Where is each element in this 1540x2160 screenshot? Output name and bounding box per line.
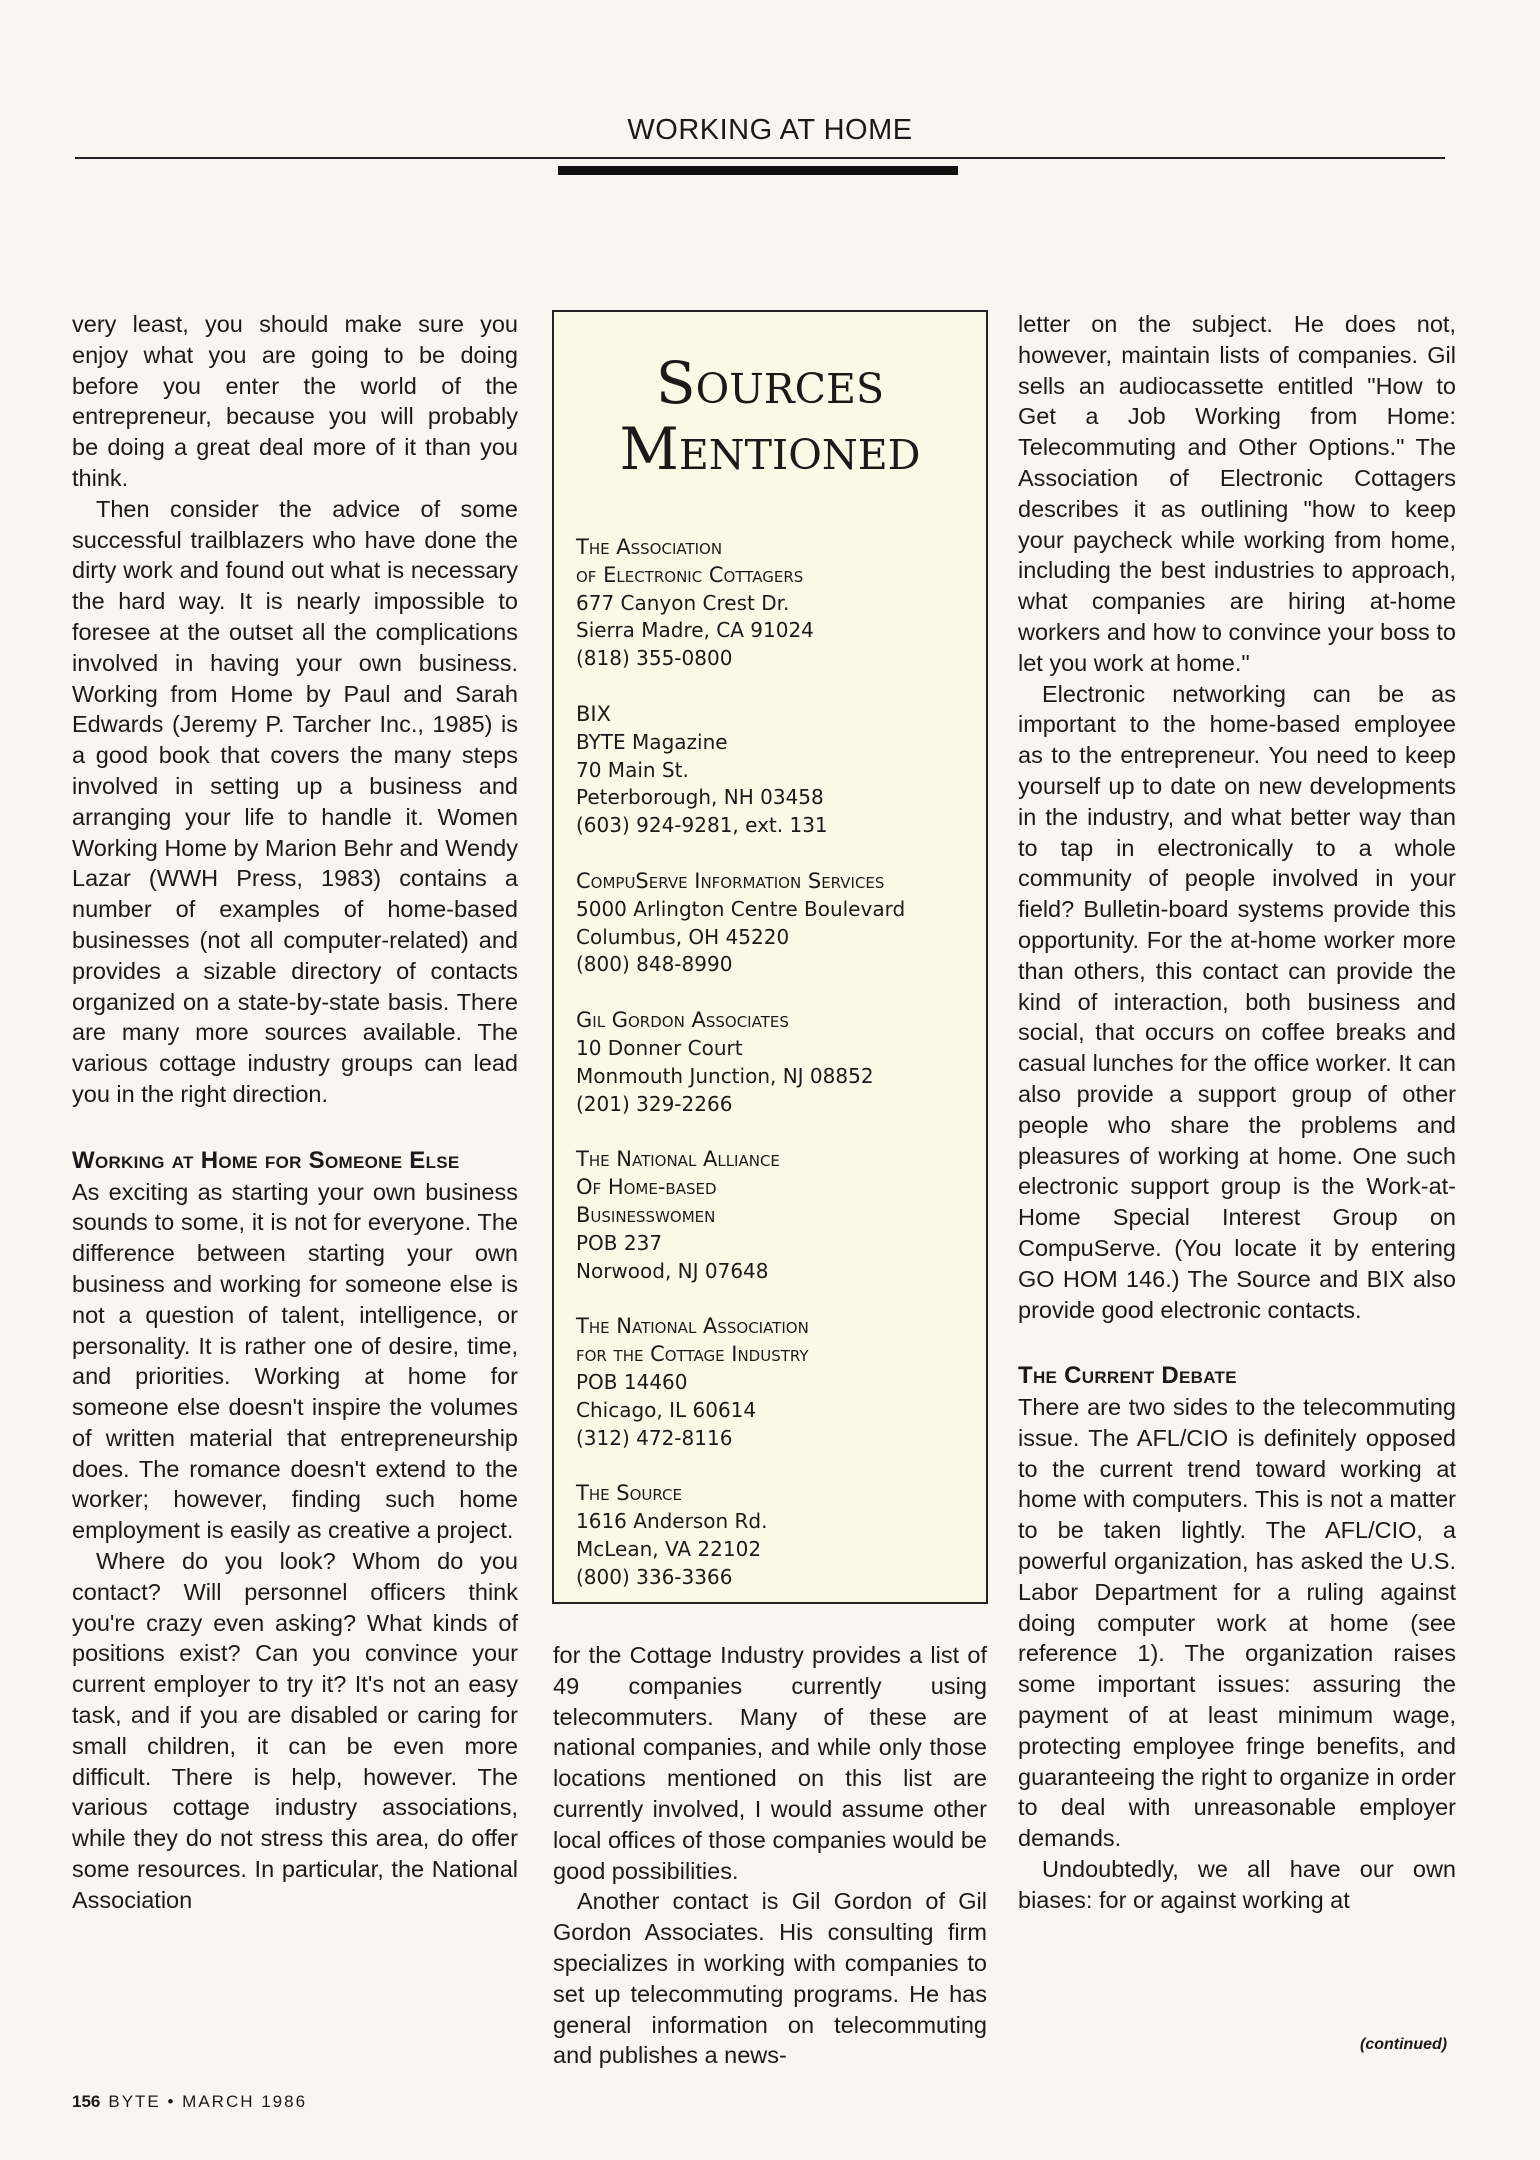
source-address-line: 1616 Anderson Rd. bbox=[576, 1509, 768, 1534]
source-address-line: (800) 336-3366 bbox=[576, 1564, 733, 1589]
page-number: 156 bbox=[72, 2092, 101, 2111]
source-address-line: Sierra Madre, CA 91024 bbox=[576, 618, 814, 643]
source-address-line: POB 14460 bbox=[576, 1369, 688, 1394]
source-name: CompuServe Information Services bbox=[576, 868, 885, 893]
right-column bbox=[1018, 309, 1456, 1916]
paragraph: very least, you should make sure you enjoy what you are going to be doing before you enter the world of the entrepreneur, because you will probably be doing a great deal more of it than you think. bbox=[72, 311, 518, 491]
paragraph: for the Cottage Industry provides a list of 49 companies currently using telecommuters. Many of these are national companies, and while only those locations mentioned on this list are currently involved, I would assume other local offices of those companies would be good possibilities. bbox=[553, 1642, 987, 1884]
source-name: Gil Gordon Associates bbox=[576, 1008, 789, 1033]
source-name: Businesswomen bbox=[576, 1202, 716, 1227]
source-address-line: Norwood, NJ 07648 bbox=[576, 1258, 769, 1283]
source-address-line: Monmouth Junction, NJ 08852 bbox=[576, 1063, 874, 1088]
source-entry bbox=[576, 1480, 986, 1591]
source-name: The Source bbox=[576, 1481, 683, 1506]
paragraph: letter on the subject. He does not, however, maintain lists of companies. Gil sells an audiocassette entitled "How to Get a Job Working from Home: Telecommuting and Other Options." The Association of Electronic Cottagers describes it as outlining "how to keep your paycheck while working from home, including the best industries to approach, what companies are hiring at-home workers and how to convince your boss to let you work at home." bbox=[1018, 311, 1456, 676]
source-address-line: Columbus, OH 45220 bbox=[576, 924, 790, 949]
section-heading: Working at Home for Someone Else bbox=[72, 1146, 460, 1174]
paragraph: Another contact is Gil Gordon of Gil Gordon Associates. His consulting firm specializes in working with companies to set up telecommuting programs. He has general information on telecommuting and publishes a news- bbox=[553, 1888, 987, 2069]
source-entry bbox=[576, 1146, 986, 1285]
source-address-line: McLean, VA 22102 bbox=[576, 1536, 762, 1561]
source-name: of Electronic Cottagers bbox=[576, 562, 804, 587]
continued-note: (continued) bbox=[1360, 2036, 1448, 2053]
paragraph: Undoubtedly, we all have our own biases: for or against working at bbox=[1018, 1856, 1456, 1913]
section-heading: The Current Debate bbox=[1018, 1362, 1237, 1390]
left-column bbox=[72, 309, 518, 1916]
paragraph: Electronic networking can be as important to the home-based employee as to the entrepreneur. You need to keep yourself up to date on new developments in the industry, and what better way than to tap in electronically to a whole community of people involved in your field? Bulletin-board systems provide this opportunity. For the at-home worker more than others, this contact can provide the kind of interaction, both business and social, that occurs on coffee breaks and casual lunches for the office worker. It can also provide a support group of other people who share the problems and pleasures of working at home. One such electronic support group is the Work-at-Home Special Interest Group on CompuServe. (You locate it by entering GO HOM 146.) The Source and BIX also provide good electronic contacts. bbox=[1018, 680, 1456, 1323]
source-address-line: Chicago, IL 60614 bbox=[576, 1397, 757, 1422]
sources-sidebar bbox=[552, 310, 988, 1604]
source-entry bbox=[576, 701, 986, 840]
source-name: The National Alliance bbox=[576, 1147, 780, 1172]
source-entry bbox=[576, 534, 986, 673]
source-address-line: BYTE Magazine bbox=[576, 729, 728, 754]
source-address-line: 70 Main St. bbox=[576, 757, 689, 782]
source-entry bbox=[576, 1007, 986, 1118]
source-address-line: 10 Donner Court bbox=[576, 1035, 743, 1060]
source-address-line: (312) 472-8116 bbox=[576, 1425, 733, 1450]
source-address-line: (201) 329-2266 bbox=[576, 1091, 733, 1116]
header-bar bbox=[558, 166, 958, 175]
source-address-line: (603) 924-9281, ext. 131 bbox=[576, 813, 828, 838]
source-name: The National Association bbox=[576, 1314, 809, 1339]
publication-line: BYTE • MARCH 1986 bbox=[108, 2092, 308, 2111]
paragraph: Then consider the advice of some successful trailblazers who have done the dirty work and found out what is necessary the hard way. It is nearly impossible to foresee at the outset all the complications involved in having your own business. Working from Home by Paul and Sarah Edwards (Jeremy P. Tarcher Inc., 1985) is a good book that covers the many steps involved in setting up a business and arranging your life to handle it. Women Working Home by Marion Behr and Wendy Lazar (WWH Press, 1983) contains a number of examples of home-based businesses (not all computer-related) and provides a sizable directory of contacts organized on a state-by-state basis. There are many more sources available. The various cottage industry groups can lead you in the right direction. bbox=[72, 495, 518, 1107]
source-entry bbox=[576, 1313, 986, 1452]
source-address-line: (800) 848-8990 bbox=[576, 952, 733, 977]
header-rule bbox=[75, 157, 1445, 159]
paragraph: There are two sides to the telecommuting issue. The AFL/CIO is definitely opposed to the current trend toward working at home with computers. This is not a matter to be taken lightly. The AFL/CIO, a powerful organization, has asked the U.S. Labor Department for a ruling against doing computer work at home (see reference 1). The organization raises some important issues: assuring the payment of at least minimum wage, protecting employee fringe benefits, and guaranteeing the right to organize in order to deal with unreasonable employer demands. bbox=[1018, 1394, 1456, 1852]
source-entry bbox=[576, 868, 986, 979]
paragraph: Where do you look? Whom do you contact? Will personnel officers think you're crazy even asking? What kinds of positions exist? Can you convince your current employer to try it? It's not an easy task, and if you are disabled or caring for small children, it can be even more difficult. There is help, however. The various cottage industry associations, while they do not stress this area, do offer some resources. In particular, the National Association bbox=[72, 1548, 518, 1913]
source-name: BIX bbox=[576, 701, 611, 726]
page-footer bbox=[72, 2092, 307, 2112]
sidebar-title: Sources Mentioned bbox=[619, 349, 921, 483]
source-address-line: (818) 355-0800 bbox=[576, 646, 733, 671]
running-head: WORKING AT HOME bbox=[627, 114, 913, 146]
source-address-line: Peterborough, NH 03458 bbox=[576, 785, 824, 810]
paragraph: As exciting as starting your own business sounds to some, it is not for everyone. The difference between starting your own business and working for someone else is not a question of talent, intelligence, or personality. It is rather one of desire, time, and priorities. Working at home for someone else doesn't inspire the volumes of written material that entrepreneurship does. The romance doesn't extend to the worker; however, finding such home employment is easily as creative a project. bbox=[72, 1178, 518, 1544]
source-name: Of Home-based bbox=[576, 1175, 717, 1200]
source-name: for the Cottage Industry bbox=[576, 1342, 809, 1367]
source-address-line: POB 237 bbox=[576, 1230, 663, 1255]
middle-column bbox=[553, 1640, 987, 2071]
source-address-line: 5000 Arlington Centre Boulevard bbox=[576, 896, 906, 921]
source-address-line: 677 Canyon Crest Dr. bbox=[576, 590, 790, 615]
source-name: The Association bbox=[576, 535, 723, 559]
